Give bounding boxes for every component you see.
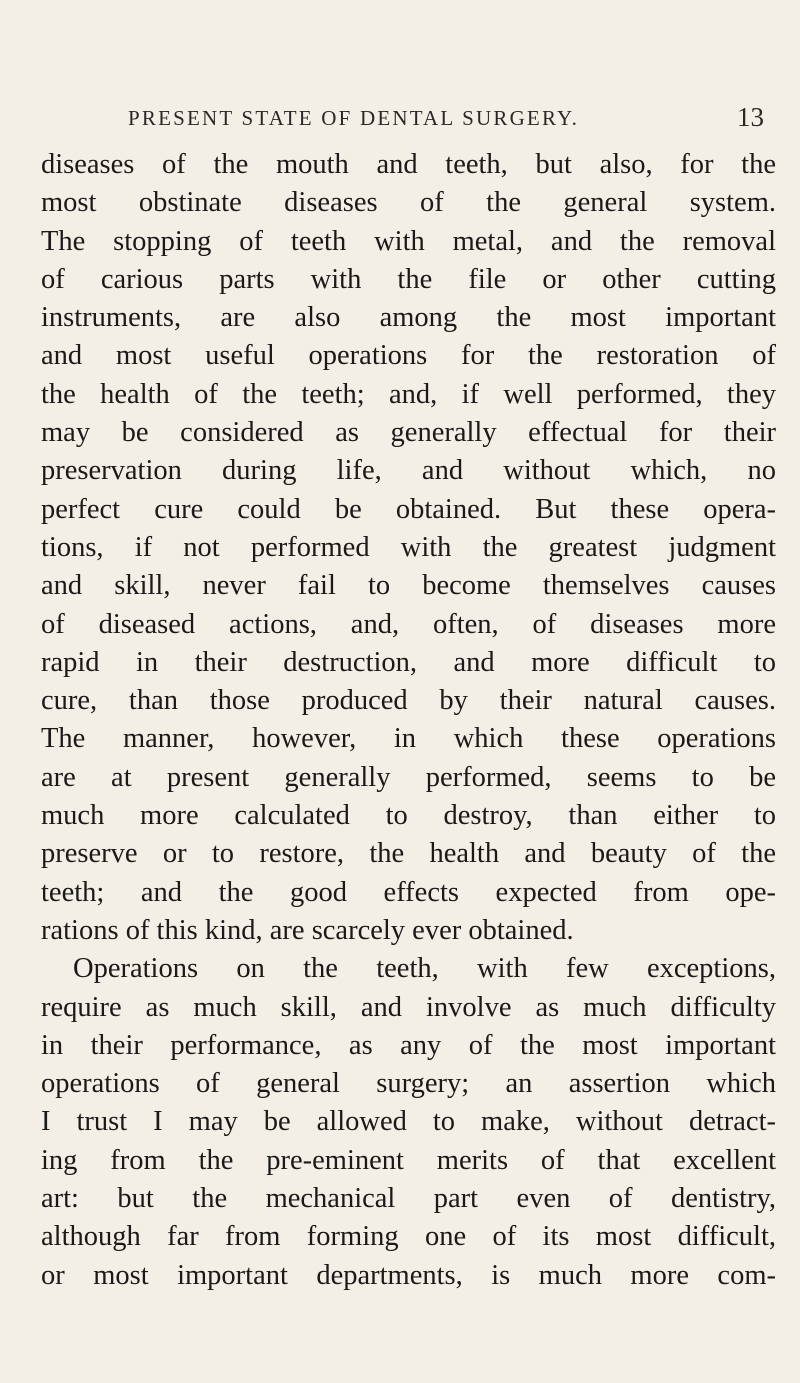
text-line: require as much skill, and involve as much difficulty [41,991,776,1023]
text-line: of diseased actions, and, often, of diseases more [41,608,776,640]
text-line: teeth; and the good effects expected from ope- [41,876,776,908]
text-line: much more calculated to destroy, than either to [41,800,776,832]
text-line: and skill, never fail to become themselves causes [41,570,776,602]
page-number: 13 [737,102,764,132]
text-line: or most important departments, is much more com- [41,1259,776,1291]
running-head [128,102,770,142]
text-line: cure, than those produced by their natural causes. [41,685,776,717]
text-line: perfect cure could be obtained. But these opera- [41,493,776,525]
text-line: are at present generally performed, seems to be [41,761,776,793]
text-line: in their performance, as any of the most important [41,1029,776,1061]
text-line: Operations on the teeth, with few exceptions, [73,953,776,985]
text-line: ing from the pre-eminent merits of that excellent [41,1144,776,1176]
text-line: tions, if not performed with the greatest judgment [41,531,776,563]
text-line: most obstinate diseases of the general system. [41,187,776,219]
text-line: rations of this kind, are scarcely ever obtained. [41,914,574,946]
text-line: of carious parts with the file or other cutting [41,263,776,295]
text-line: operations of general surgery; an assertion which [41,1068,776,1100]
text-line: and most useful operations for the restoration of [41,340,776,372]
text-line: although far from forming one of its most difficult, [41,1221,776,1253]
text-line: the health of the teeth; and, if well performed, they [41,378,776,410]
running-title: PRESENT STATE OF DENTAL SURGERY. [128,106,580,130]
text-line: preservation during life, and without which, no [41,455,776,487]
text-line: The stopping of teeth with metal, and the removal [41,225,776,257]
text-line: instruments, are also among the most important [41,302,776,334]
text-line: rapid in their destruction, and more difficult to [41,646,776,678]
text-line: may be considered as generally effectual for their [41,417,776,449]
body-text [41,146,776,1295]
text-line: art: but the mechanical part even of dentistry, [41,1183,776,1215]
text-line: preserve or to restore, the health and beauty of the [41,838,776,870]
text-line: diseases of the mouth and teeth, but also, for the [41,149,776,180]
text-line: The manner, however, in which these operations [41,723,776,755]
text-line: I trust I may be allowed to make, without detract- [41,1106,776,1138]
